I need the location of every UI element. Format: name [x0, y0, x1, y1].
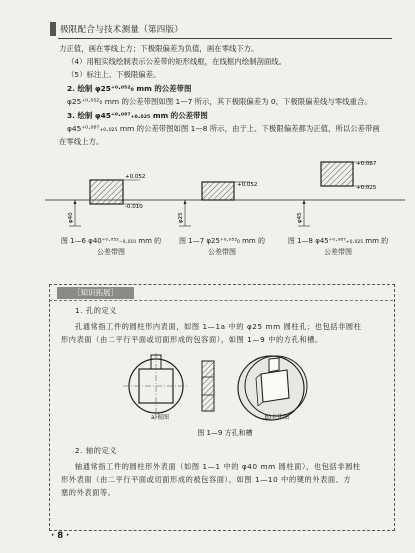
box-text-line: 形内表面（由二平行平面或切面形成的包容面），如图 1—9 中的方孔和槽。 [61, 335, 323, 344]
figure-caption [172, 236, 272, 258]
lower-deviation-label: -0.010 [125, 204, 143, 210]
page-number: · 8 · [51, 531, 70, 541]
upper-deviation-label: +0.052 [125, 174, 146, 180]
tolerance-zone-3 [321, 162, 353, 186]
book-title: 极限配合与技术测量（第四版） [60, 25, 184, 35]
caption-line: 公差带图 [324, 248, 352, 256]
figure-view-label: b)立体图 [264, 414, 290, 421]
box-text-line: 形外表面（由二平行平面或切面形成的被包容面），如图 1—10 中的键的外表面、方 [61, 475, 352, 484]
dimension-label: φ25 [178, 212, 184, 223]
text-line: φ45⁺⁰·⁰⁸⁷₊₀.₀₂₅ mm 的公差带图如图 1—8 所示，由于上、下极限偏差都为正值，所以公差带画 [67, 124, 380, 133]
tolerance-zone-2 [202, 182, 234, 200]
text-line: 在零线上方。 [59, 137, 104, 146]
section-heading: 3. 绘制 φ45⁺⁰·⁰⁸⁷₊₀.₀₂₅ mm 的公差带图 [67, 111, 208, 120]
caption-line: 公差带图 [97, 248, 125, 256]
text-line: 力正值，画在零线上方；下极限偏差为负值，画在零线下方。 [59, 44, 259, 53]
dimension-label: φ40 [68, 212, 74, 223]
tolerance-zone-1 [90, 180, 123, 204]
caption-line: 图 1—7 φ25⁺⁰·⁰⁵²₀ mm 的 [179, 237, 265, 245]
dimension-label: φ45 [297, 212, 303, 223]
box-text-line: 轴通常指工件的圆柱形外表面（如图 1—1 中的 φ40 mm 圆柱面），也包括非圆柱 [75, 462, 361, 471]
text-line: φ25⁺⁰·⁰⁵²₀ mm 的公差带图如图 1—7 所示，其下极限偏差为 0，下极限偏差线与零线重合。 [67, 97, 372, 106]
figure-caption [56, 236, 166, 258]
caption-line: 图 1—8 φ45⁺⁰·⁰⁸⁷₊₀.₀₂₅ mm 的 [287, 237, 389, 245]
box-divider [49, 300, 393, 301]
running-header [58, 22, 392, 39]
text-line: （4）用粗实线绘制表示公差带的矩形线框，在线框内绘制剖面线。 [67, 57, 287, 66]
upper-deviation-label: +0.087 [356, 161, 377, 167]
figure-caption [284, 236, 392, 258]
box-heading: 2. 轴的定义 [75, 446, 118, 455]
section-heading: 2. 绘制 φ25⁺⁰·⁰⁵²₀ mm 的公差带图 [67, 84, 192, 93]
upper-deviation-label: +0.052 [237, 182, 258, 188]
knowledge-tag: ［知识拓展］ [57, 287, 134, 299]
lower-deviation-label: +0.025 [356, 185, 377, 191]
figure-caption: 图 1—9 方孔和槽 [197, 429, 253, 437]
text-line: （5）标注上、下极限偏差。 [67, 70, 161, 79]
tolerance-zone-diagrams [45, 153, 405, 233]
figure-view-label: a)视图 [150, 414, 170, 421]
box-text-line: 塞的外表面等。 [61, 488, 116, 497]
header-mark [50, 22, 56, 36]
caption-line: 公差带图 [208, 248, 236, 256]
box-text-line: 孔通常指工件的圆柱形内表面，如图 1—1a 中的 φ25 mm 圆柱孔；也包括非圆柱 [75, 322, 362, 331]
box-heading: 1. 孔的定义 [75, 306, 118, 315]
caption-line: 图 1—6 φ40⁺⁰·⁰⁵²₋₀.₀₁₀ mm 的 [60, 237, 162, 245]
